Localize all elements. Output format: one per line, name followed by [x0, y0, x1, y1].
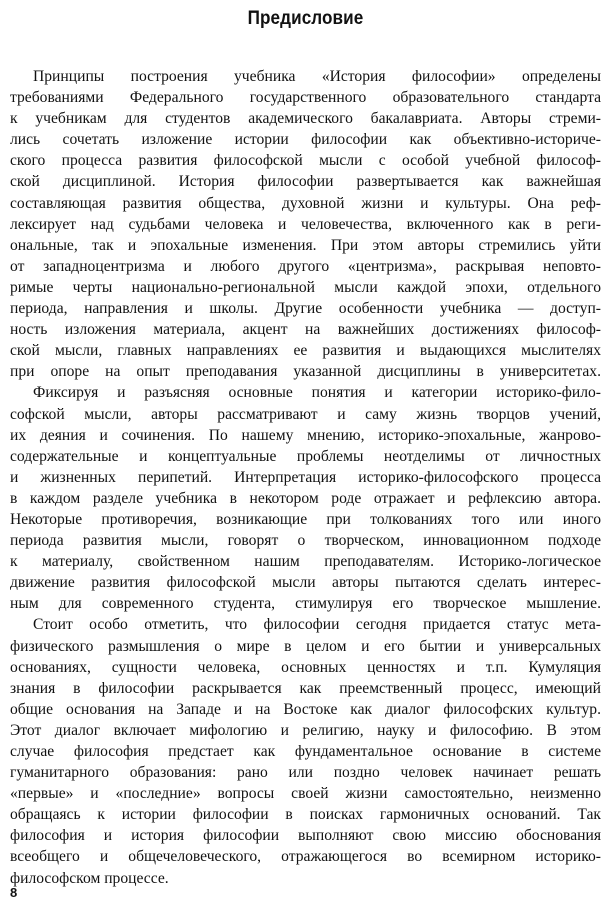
- text-line: физического размышления о мире в целом и его бытии и универсальных: [10, 637, 601, 655]
- text-line: ность изложения материала, акцент на важнейших достижениях философ-: [10, 321, 601, 339]
- text-line: Принципы построения учебника «История философии» определены: [33, 68, 601, 85]
- text-line: случае философия предстает как фундаментальное основание в системе: [10, 743, 601, 760]
- text-line: лись сочетать изложение истории философии как объективно-историче-: [10, 131, 601, 149]
- text-line: в каждом разделе учебника в некотором роде отражает и рефлексию автора.: [10, 489, 601, 507]
- paragraph: [10, 614, 601, 888]
- text-line: Фиксируя и разъясняя основные понятия и категории историко-фило-: [33, 384, 601, 402]
- text-line: Некоторые противоречия, возникающие при толкованиях того или иного: [10, 510, 601, 528]
- text-line: требованиями Федерального государственного образовательного стандарта: [10, 89, 601, 107]
- text-line: периода, направления и школы. Другие особенности учебника — доступ-: [10, 300, 601, 318]
- text-line: «первые» и «последние» вопросы своей жизни самостоятельно, неизменно: [10, 785, 601, 803]
- text-line: содержательные и концептуальные проблемы неотделимы от личностных: [10, 447, 601, 465]
- text-line: римые черты национально-региональной мысли каждой эпохи, отдельного: [10, 278, 601, 296]
- paragraph: [10, 382, 601, 614]
- text-line: ональные, так и эпохальные изменения. При этом авторы стремились уйти: [10, 236, 601, 254]
- page-number: 8: [10, 885, 18, 900]
- text-line: Этот диалог включает мифологию и религию, науку и философию. В этом: [10, 721, 601, 739]
- text-line: периода развития мысли, говорят о творческом, инновационном подходе: [10, 532, 601, 550]
- paragraph: [10, 66, 601, 382]
- text-line: к материалу, свойственном нашим преподавателям. Историко-логическое: [10, 553, 601, 571]
- text-line: ской мысли, главных направлениях ее развития и выдающихся мыслителях: [10, 342, 601, 360]
- text-line: лексирует над судьбами человека и человечества, включенного как в реги-: [10, 215, 601, 233]
- text-line: ным для современного студента, стимулируя его творческое мышление.: [10, 595, 601, 613]
- text-line: философском процессе.: [10, 869, 169, 887]
- text-line: движение развития философской мысли авторы пытаются сделать интерес-: [10, 574, 601, 592]
- text-line: основаниях, сущности человека, основных ценностях и т.п. Кумуляция: [10, 658, 601, 676]
- text-line: философия и история философии выполняют свою миссию обоснования: [10, 827, 601, 845]
- body-text: [10, 66, 601, 889]
- text-line: от западноцентризма и любого другого «центризма», раскрывая неповто-: [10, 257, 601, 275]
- text-line: Стоит особо отметить, что философии сегодня придается статус мета-: [33, 616, 601, 634]
- text-line: ской дисциплиной. История философии развертывается как важнейшая: [10, 173, 601, 191]
- text-line: всеобщего и общечеловеческого, отражающегося во всемирном историко-: [10, 848, 601, 866]
- text-line: и жизненных перипетий. Интерпретация историко-философского процесса: [10, 468, 601, 486]
- text-line: составляющая развития общества, духовной жизни и культуры. Она реф-: [10, 194, 601, 212]
- text-line: знания в философии раскрывается как преемственный процесс, имеющий: [10, 679, 601, 697]
- text-line: к учебникам для студентов академического бакалавриата. Авторы стреми-: [10, 110, 601, 128]
- text-line: ского процесса развития философской мысли с особой учебной философ-: [10, 152, 601, 170]
- text-line: софской мысли, авторы рассматривают и саму жизнь творцов учений,: [10, 405, 601, 423]
- text-line: гуманитарного образования: рано или поздно человек начинает решать: [10, 764, 601, 782]
- text-line: общие основания на Западе и на Востоке как диалог философских культур.: [10, 700, 601, 718]
- page-title: Предисловие: [247, 8, 364, 29]
- text-line: обращаясь к истории философии в поисках гармоничных оснований. Так: [10, 806, 601, 824]
- text-line: при опоре на опыт преподавания указанной дисциплины в университетах.: [10, 363, 601, 381]
- text-line: их деяния и сочинения. По нашему мнению, историко-эпохальные, жанрово-: [10, 426, 601, 444]
